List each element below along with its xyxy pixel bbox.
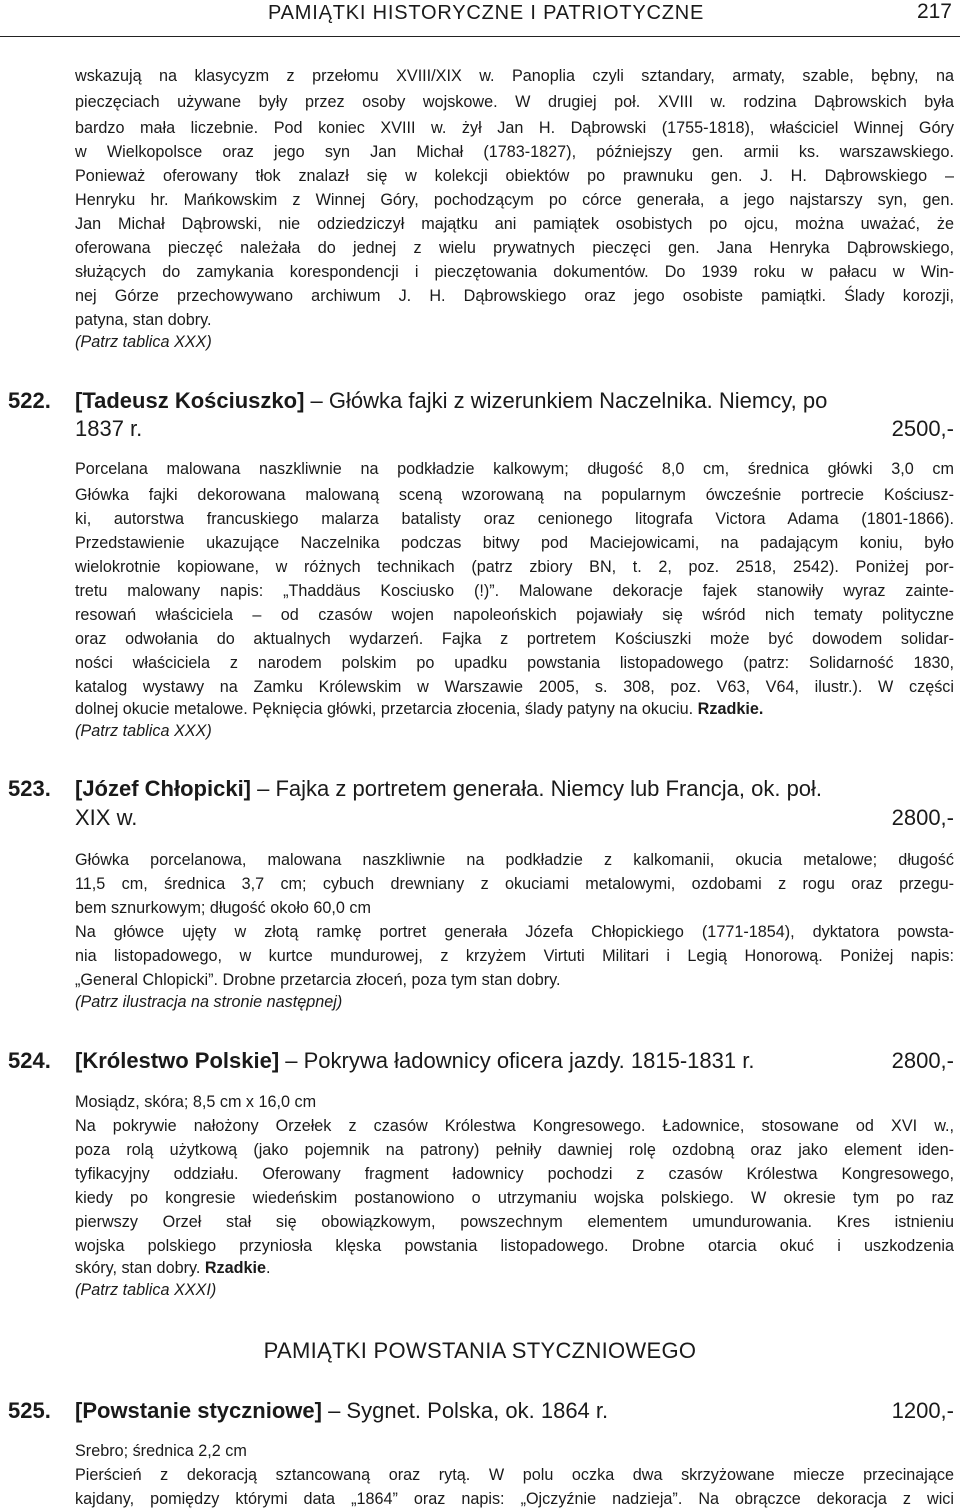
plate-reference: (Patrz tablica XXXI) — [75, 1281, 217, 1299]
text-line: Porcelana malowana naszkliwnie na podkładzie kalkowym; długość 8,0 cm, średnica główki 3,0 cm — [75, 460, 954, 478]
text-line: Srebro; średnica 2,2 cm — [75, 1442, 247, 1460]
text-line: Na główce ujęty w złotą ramkę portret generała Józefa Chłopickiego (1771-1854), dyktatora powsta- — [75, 923, 954, 941]
section-title: PAMIĄTKI POWSTANIA STYCZNIOWEGO — [263, 1338, 697, 1363]
lot-price: 1200,- — [891, 1398, 954, 1423]
illustration-reference: (Patrz ilustracja na stronie następnej) — [75, 993, 343, 1011]
running-header — [0, 0, 960, 37]
text-line: Główka fajki dekorowana malowaną sceną wzorowaną na popularnym ówcześnie portrecie Kościusz- — [75, 486, 954, 504]
text-line: ki, autorstwa francuskiego malarza batalisty oraz cenionego litografa Victora Adama (1801-1866). — [75, 510, 954, 528]
lot-number: 524. — [8, 1048, 51, 1073]
text-line: poza rolą użytkową (jako pojemnik na patrony) pełniły dawniej rolę ozdobną oraz jako element iden- — [75, 1141, 954, 1159]
text-line: pierwszy Orzeł stał się obowiązkowym, powszechnym elementem umundurowania. Kres istnieniu — [75, 1213, 954, 1231]
text-line: oferowana pieczęć należała do jednej z wielu prywatnych pieczęci gen. Jana Henryka Dąbrowskiego, — [75, 239, 954, 257]
page-number: 217 — [916, 0, 952, 23]
plate-reference: (Patrz tablica XXX) — [75, 333, 212, 351]
running-title: PAMIĄTKI HISTORYCZNE I PATRIOTYCZNE — [268, 2, 705, 24]
text-line: wielokrotnie kopiowane, w różnych technikach (patrz zbiory BN, t. 2, poz. 2518, 2542). Poniżej por- — [75, 558, 954, 576]
text-line: katalog wystawy na Zamku Królewskim w Warszawie 2005, s. 308, poz. V63, V64, ilustr.). W części — [75, 678, 954, 696]
text-line: 11,5 cm, średnica 3,7 cm; cybuch drewniany z okuciami metalowymi, ozdobami z rogu oraz przegu- — [75, 875, 954, 893]
lot-number: 525. — [8, 1398, 51, 1423]
text-line: Ponieważ oferowany tłok znalazł się w kolekcji obiektów po prawnuku gen. J. H. Dąbrowskiego – — [75, 167, 954, 185]
rarity-label: Rzadkie — [204, 1259, 267, 1277]
text-line: „General Chlopicki”. Drobne przetarcia złoceń, poza tym stan dobry. — [75, 971, 561, 989]
text-line: skóry, stan dobry. Rzadkie. — [75, 1259, 271, 1277]
text-line: wskazują na klasycyzm z przełomu XVIII/XIX w. Panoplia czyli sztandary, armaty, szable, bębny, na — [75, 67, 954, 85]
text-line: nia listopadowego, w kurtce mundurowej, z krzyżem Virtuti Militari i Legią Honorową. Poniżej napis: — [75, 947, 954, 965]
text-line: bardzo mała liczebnie. Pod koniec XVIII w. żył Jan H. Dąbrowski (1755-1818), właściciel Winnej Góry — [75, 119, 954, 137]
text-line: kiedy po kongresie wiedeńskim postanowiono o utrzymaniu wojska polskiego. W okresie tym po raz — [75, 1189, 954, 1207]
text-line: dolnej okucie metalowe. Pęknięcia główki, przetarcia złocenia, ślady patyny na okuciu. Rzadkie. — [75, 700, 764, 718]
text-line: bem sznurkowym; długość około 60,0 cm — [75, 899, 371, 917]
text-line: Na pokrywie nałożony Orzełek z czasów Królestwa Kongresowego. Ładownice, stosowane od XVI w., — [75, 1117, 954, 1135]
text-line: oraz odwołania do aktualnych wydarzeń. Fajka z portretem Kościuszki może być dowodem solidar- — [75, 630, 954, 648]
text-line: kajdany, pomiędzy którymi data „1864” oraz napis: „Ojczyźnie nadzieja”. Na obrączce dekoracja z wici — [75, 1490, 954, 1508]
text-line: Mosiądz, skóra; 8,5 cm x 16,0 cm — [75, 1093, 317, 1111]
lot-price: 2800,- — [891, 1048, 954, 1073]
lot-title: [Powstanie styczniowe] – Sygnet. Polska, ok. 1864 r. 1200,- — [75, 1398, 954, 1423]
text-line: Jan Michał Dąbrowski, nie odziedziczył majątku ani pamiątek osobistych po ojcu, można uważać, że — [75, 215, 954, 233]
lot-subject: [Powstanie styczniowe] — [75, 1398, 322, 1423]
lot-number: 522. — [8, 388, 51, 413]
lot-subject: [Józef Chłopicki] — [75, 776, 252, 801]
text-line: Henryku hr. Mańkowskim z Winnej Góry, pochodzącym po córce generała, a jego najstarszy syn, gen. — [75, 191, 954, 209]
text-line: patyna, stan dobry. — [75, 311, 212, 329]
text-line: nej Górze przechowywano archiwum J. H. Dąbrowskiego oraz jego osobiste pamiątki. Ślady korozji, — [75, 287, 954, 305]
text-line: pieczęciach używane były przez osoby wojskowe. W drugiej poł. XVIII w. rodzina Dąbrowskich była — [75, 93, 954, 111]
text-line: w Wielkopolsce oraz jego syn Jan Michał (1783-1827), późniejszy gen. armii ks. warszawskiego. — [75, 143, 954, 161]
text-line: ności właściciela z narodem polskim po upadku powstania listopadowego (patrz: Solidarność 1830, — [75, 654, 954, 672]
lot-title: [Tadeusz Kościuszko] – Główka fajki z wizerunkiem Naczelnika. Niemcy, po — [75, 388, 828, 413]
rarity-label: Rzadkie. — [697, 700, 764, 718]
lot-subject: [Królestwo Polskie] — [75, 1048, 280, 1073]
text-line: służących do zamykania korespondencji i pieczętowania dokumentów. Do 1939 roku w pałacu w Win- — [75, 263, 954, 281]
lot-number: 523. — [8, 776, 51, 801]
lot-subject: [Tadeusz Kościuszko] — [75, 388, 305, 413]
lot-price: 2800,- — [891, 805, 954, 830]
text-line: Pierścień z dekoracją sztancowaną oraz rytą. W polu oczka dwa skrzyżowane miecze przecinające — [75, 1466, 954, 1484]
text-line: resowań właściciela – od czasów wojen napoleońskich pojawiały się wśród nich tematy polityczne — [75, 606, 954, 624]
text-line: tretu malowany napis: „Thaddäus Kosciusko (!)”. Malowane dekoracje fajek stanowiły wyraz zainte- — [75, 582, 954, 600]
text-line: Główka porcelanowa, malowana naszkliwnie na podkładzie z kalkomanii, okucia metalowe; długość — [75, 851, 954, 869]
lot-price: 2500,- — [891, 416, 954, 441]
text-line: wojska polskiego przyniosła klęska powstania listopadowego. Drobne otarcia okuć i uszkodzenia — [75, 1237, 954, 1255]
lot-title-cont: XIX w. 2800,- — [75, 805, 954, 830]
text-line: tyfikacyjny oddziału. Oferowany fragment ładownicy pochodzi z czasów Królestwa Kongresowego, — [75, 1165, 954, 1183]
lot-title: [Józef Chłopicki] – Fajka z portretem generała. Niemcy lub Francja, ok. poł. — [75, 776, 823, 801]
lot-title: [Królestwo Polskie] – Pokrywa ładownicy oficera jazdy. 1815-1831 r. 2800,- — [75, 1048, 954, 1073]
lot-title-cont: 1837 r. 2500,- — [75, 416, 954, 441]
plate-reference: (Patrz tablica XXX) — [75, 722, 212, 740]
text-line: Przedstawienie ukazujące Naczelnika podczas bitwy pod Maciejowicami, na padającym koniu, było — [75, 534, 954, 552]
